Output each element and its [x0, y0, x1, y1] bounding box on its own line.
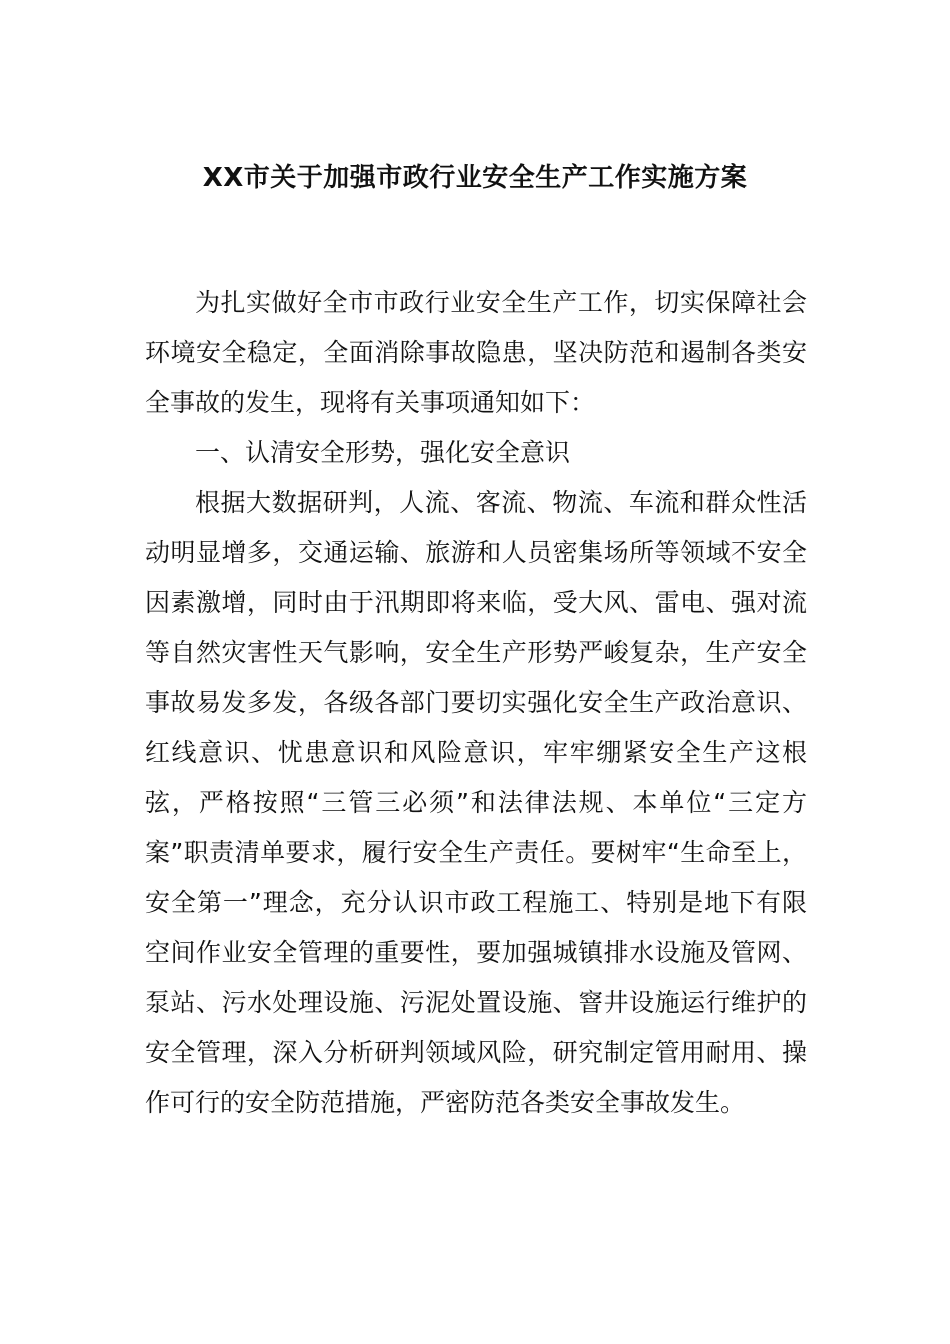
- document-body: [145, 278, 807, 1128]
- document-title: XX市关于加强市政行业安全生产工作实施方案: [202, 163, 748, 193]
- section-heading: 一、认清安全形势，强化安全意识: [195, 438, 571, 467]
- intro-paragraph: 为扎实做好全市市政行业安全生产工作，切实保障社会环境安全稳定，全面消除事故隐患，坚决防范和遏制各类安全事故的发生，现将有关事项通知如下：: [145, 288, 807, 417]
- section-paragraph: 根据大数据研判，人流、客流、物流、车流和群众性活动明显增多，交通运输、旅游和人员密集场所等领域不安全因素激增，同时由于汛期即将来临，受大风、雷电、强对流等自然灾害性天气影响，安全生产形势严峻复杂，生产安全事故易发多发，各级各部门要切实强化安全生产政治意识、红线意识、忧患意识和风险意识，牢牢绷紧安全生产这根弦，严格按照“三管三必须”和法律法规、本单位“三定方案”职责清单要求，履行安全生产责任。要树牢“生命至上，安全第一”理念，充分认识市政工程施工、特别是地下有限空间作业安全管理的重要性，要加强城镇排水设施及管网、泵站、污水处理设施、污泥处置设施、窨井设施运行维护的安全管理，深入分析研判领域风险，研究制定管用耐用、操作可行的安全防范措施，严密防范各类安全事故发生。: [145, 488, 807, 1117]
